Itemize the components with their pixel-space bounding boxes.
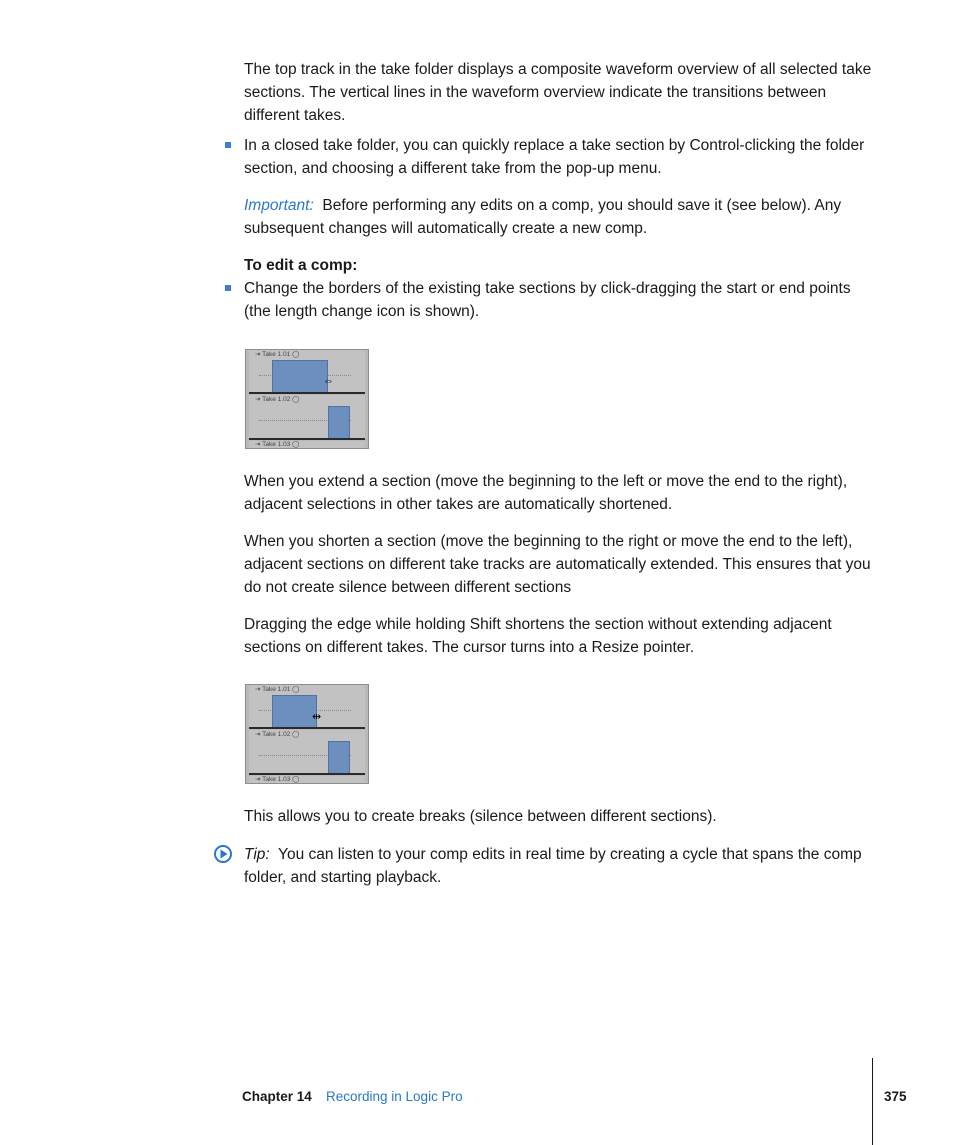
take-section (272, 360, 328, 393)
take-section (328, 741, 350, 774)
important-label: Important: (244, 197, 314, 214)
square-bullet-icon (225, 142, 231, 148)
play-arrow-icon (214, 845, 232, 863)
resize-pointer-icon: ⇹ (312, 711, 322, 723)
take-lane (249, 350, 365, 393)
intro-paragraph: The top track in the take folder displays a composite waveform overview of all selected take sections. The vertical lines in the waveform overview indicate the transitions between different takes. (244, 61, 872, 124)
square-bullet-icon (225, 285, 231, 291)
take-lane (249, 730, 365, 773)
take-folder-screenshot-resize (245, 684, 369, 784)
bullet-text-change-borders: Change the borders of the existing take sections by click-dragging the start or end points (the length change icon is shown). (244, 280, 851, 320)
take-label: ⇥ Take 1.02 ◯ (255, 731, 300, 738)
shift-paragraph: Dragging the edge while holding Shift shortens the section without extending adjacent sections on different takes. The cursor turns into a Resize pointer. (244, 616, 832, 656)
take-label: ⇥ Take 1.03 ◯ (255, 441, 300, 448)
shorten-paragraph: When you shorten a section (move the beginning to the right or move the end to the left), adjacent sections on different take tracks are automatically extended. This ensures that you do not create silence between different sections (244, 533, 871, 596)
footer-chapter: Chapter 14 (242, 1089, 312, 1104)
length-change-cursor-icon: ⇔ (323, 375, 334, 387)
breaks-paragraph: This allows you to create breaks (silence between different sections). (244, 808, 717, 825)
section-heading: To edit a comp: (244, 257, 358, 274)
bullet-text-replace-take: In a closed take folder, you can quickly replace a take section by Control-clicking the folder section, and choosing a different take from the pop-up menu. (244, 137, 865, 177)
tip-note (244, 843, 874, 889)
take-label: ⇥ Take 1.01 ◯ (255, 686, 300, 693)
take-lane (249, 395, 365, 438)
important-text: Before performing any edits on a comp, you should save it (see below). Any subsequent changes will automatically create a new comp. (244, 197, 842, 237)
take-lane (249, 685, 365, 728)
footer-divider (872, 1058, 873, 1145)
take-label: ⇥ Take 1.01 ◯ (255, 351, 300, 358)
take-section (328, 406, 350, 439)
footer-chapter-title[interactable]: Recording in Logic Pro (326, 1089, 463, 1104)
take-label: ⇥ Take 1.02 ◯ (255, 396, 300, 403)
take-lane (249, 776, 365, 784)
page-number: 375 (884, 1089, 907, 1104)
take-section (272, 695, 317, 728)
take-label: ⇥ Take 1.03 ◯ (255, 776, 300, 783)
take-lane (249, 441, 365, 449)
tip-label: Tip: (244, 846, 270, 863)
important-note (244, 194, 874, 240)
extend-paragraph: When you extend a section (move the beginning to the left or move the end to the right), adjacent selections in other takes are automatically shortened. (244, 473, 848, 513)
take-folder-screenshot-length-change (245, 349, 369, 449)
tip-text: You can listen to your comp edits in real time by creating a cycle that spans the comp folder, and starting playback. (244, 846, 862, 886)
